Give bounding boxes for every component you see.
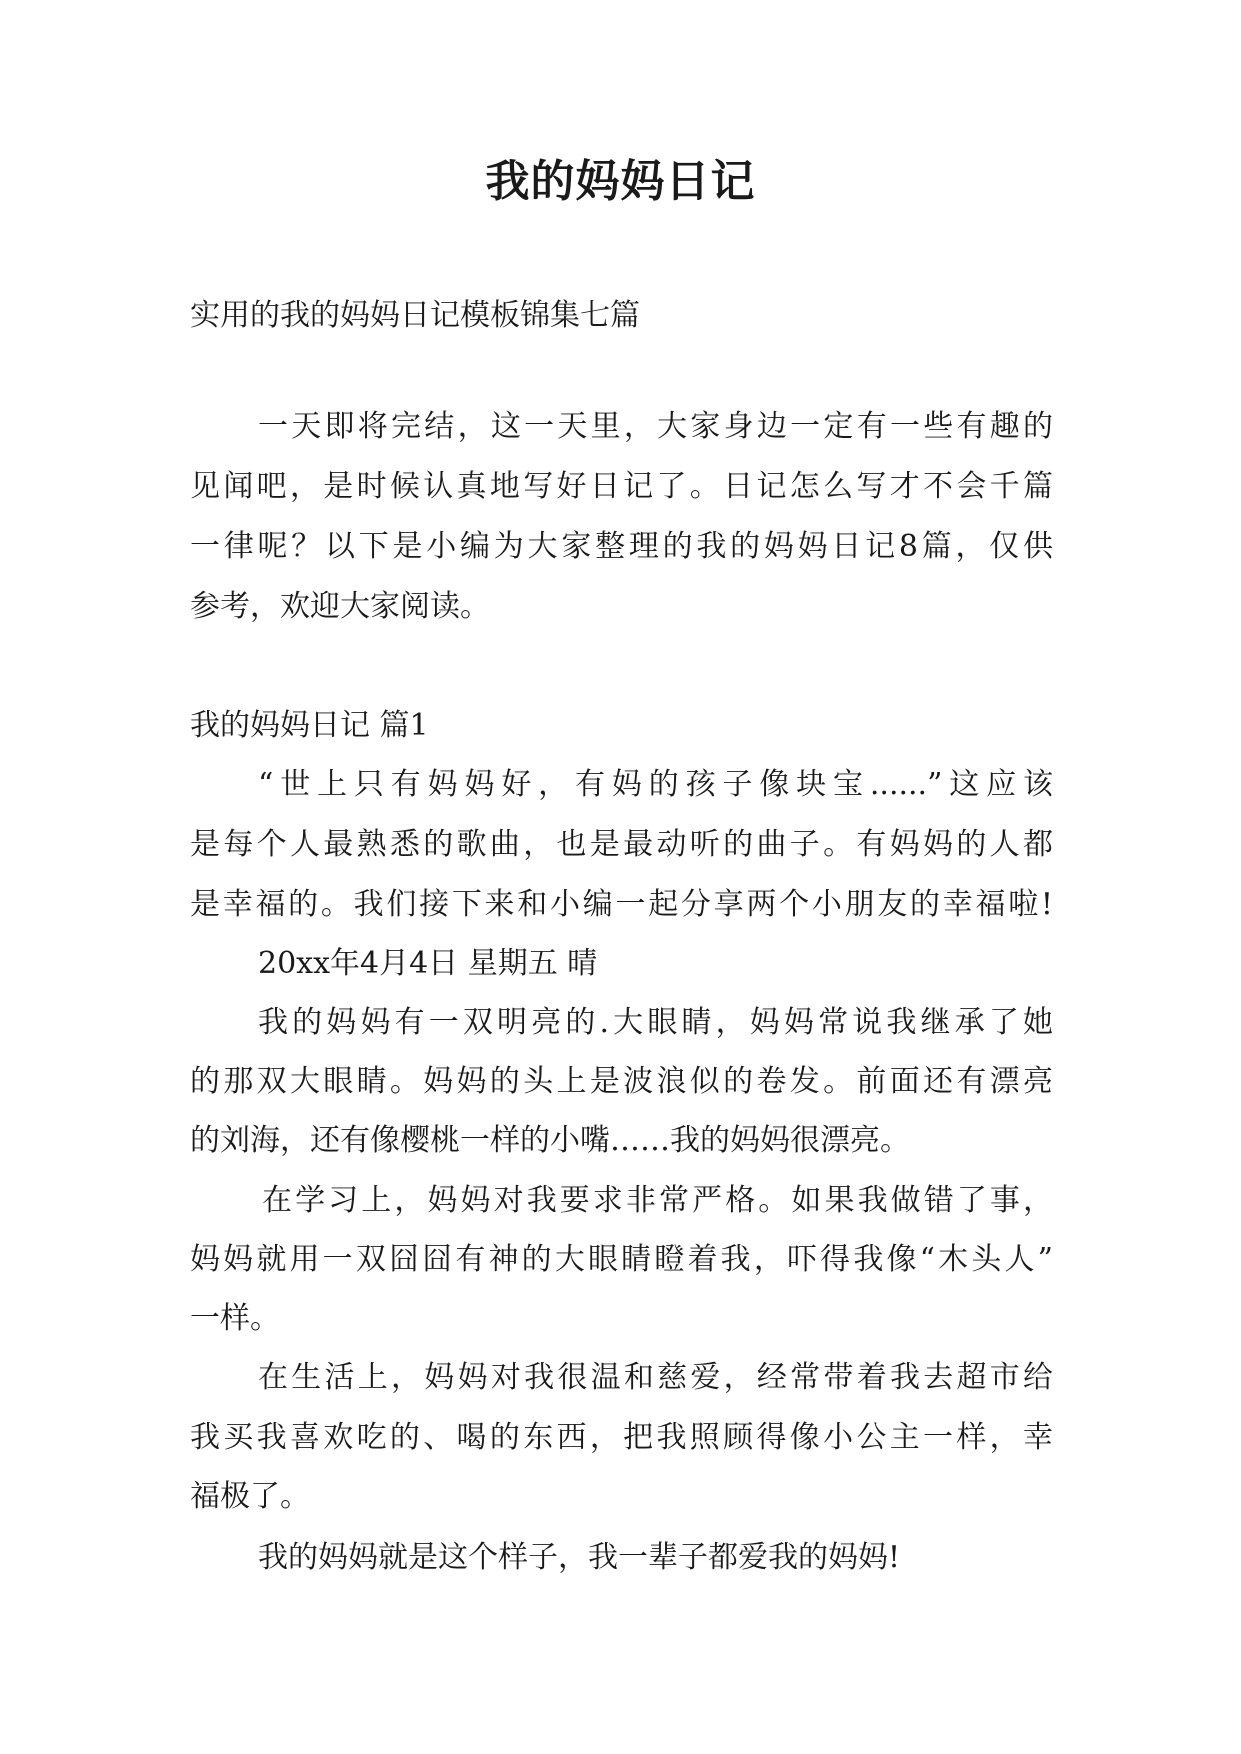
document-subtitle: 实用的我的妈妈日记模板锦集七篇 [190,298,640,333]
body-line: 我的妈妈有一双明亮的.大眼睛，妈妈常说我继承了她 [258,1005,1053,1040]
body-line: 我买我喜欢吃的、喝的东西，把我照顾得像小公主一样，幸 [190,1420,1053,1455]
diary-date: 20xx年4月4日 星期五 晴 [258,946,598,981]
body-line: 妈妈就用一双囧囧有神的大眼睛瞪着我，吓得我像“木头人” [190,1242,1053,1277]
body-line: 在学习上，妈妈对我要求非常严格。如果我做错了事， [262,1183,1053,1218]
body-line: 是每个人最熟悉的歌曲，也是最动听的曲子。有妈妈的人都 [190,827,1053,862]
intro-line: 参考，欢迎大家阅读。 [190,589,490,624]
intro-line: 一天即将完结，这一天里，大家身边一定有一些有趣的 [258,409,1053,444]
body-line: 的那双大眼睛。妈妈的头上是波浪似的卷发。前面还有漂亮 [190,1064,1053,1099]
body-line: 一样。 [190,1301,280,1336]
body-line: “世上只有妈妈好，有妈的孩子像块宝......”这应该 [258,767,1053,802]
intro-line: 一律呢？以下是小编为大家整理的我的妈妈日记8篇，仅供 [190,529,1053,564]
intro-line: 见闻吧，是时候认真地写好日记了。日记怎么写才不会千篇 [190,469,1053,504]
body-line: 在生活上，妈妈对我很温和慈爱，经常带着我去超市给 [258,1360,1053,1395]
body-line: 的刘海，还有像樱桃一样的小嘴……我的妈妈很漂亮。 [190,1123,910,1158]
document-title: 我的妈妈日记 [485,156,756,207]
body-line: 福极了。 [190,1479,310,1514]
body-line: 是幸福的。我们接下来和小编一起分享两个小朋友的幸福啦! [190,887,1053,922]
section-heading: 我的妈妈日记 篇1 [190,708,429,743]
body-line: 我的妈妈就是这个样子，我一辈子都爱我的妈妈! [258,1540,901,1575]
